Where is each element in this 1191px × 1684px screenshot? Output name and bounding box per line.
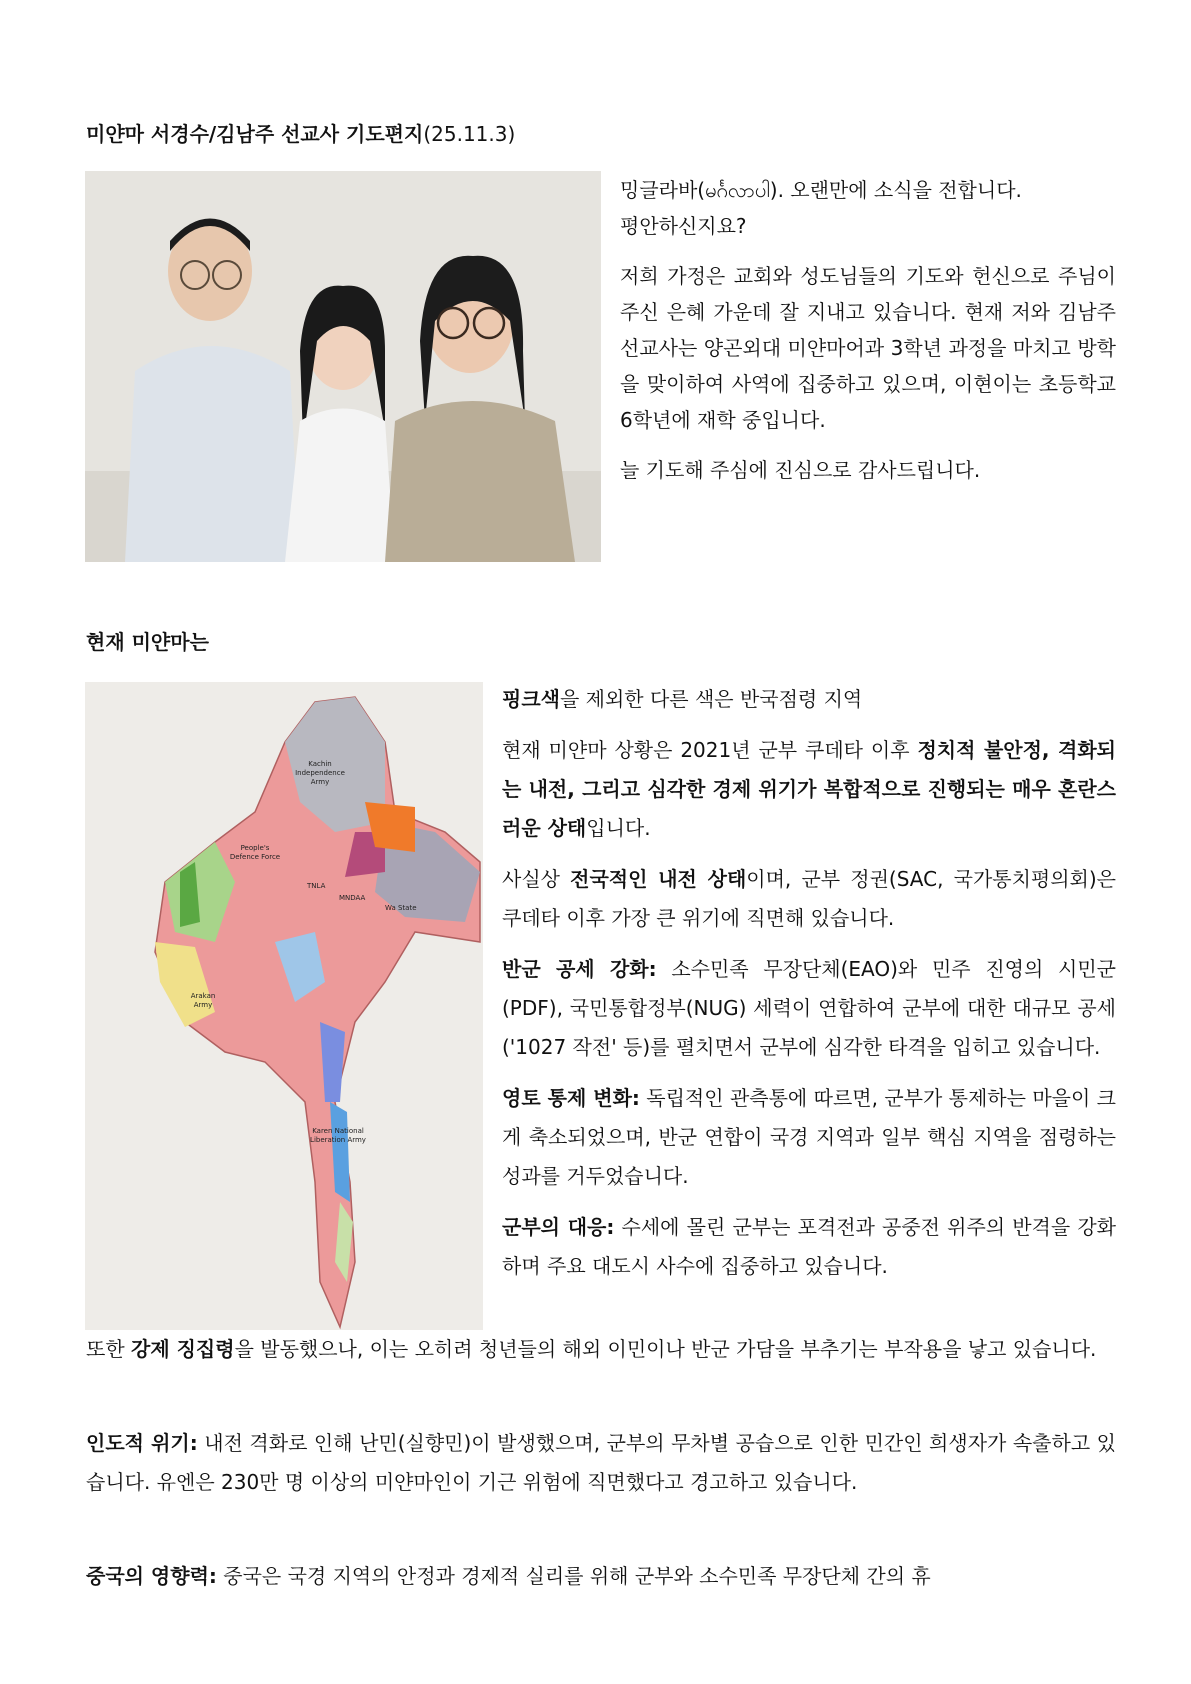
family-photo xyxy=(85,171,601,562)
situation-summary xyxy=(502,731,1116,848)
military-response xyxy=(502,1208,1116,1286)
greeting xyxy=(620,172,1116,244)
conscription-paragraph xyxy=(86,1330,1116,1369)
conscription-b: 을 발동했으나, 이는 오히려 청년들의 해외 이민이나 반군 가담을 부추기는 부작용을 낳고 있습니다. xyxy=(234,1337,1097,1361)
map-label-wa: Wa State xyxy=(385,904,417,912)
map-label-tnla: TNLA xyxy=(307,882,326,890)
myanmar-map xyxy=(85,682,483,1330)
situation-b: 입니다. xyxy=(586,816,651,840)
humanitarian-bold: 인도적 위기: xyxy=(86,1431,198,1455)
territory-change xyxy=(502,1079,1116,1196)
map-label-kachin: Kachin Independence Army xyxy=(295,760,345,786)
territory-change-text: 독립적인 관측통에 따르면, 군부가 통제하는 마을이 크게 축소되었으며, 반군 연합이 국경 지역과 일부 핵심 지역을 점령하는 성과를 거두었습니다. xyxy=(502,1086,1116,1188)
letter-date: (25.11.3) xyxy=(423,122,516,146)
situation-text xyxy=(502,680,1116,1286)
family-news: 저희 가정은 교회와 성도님들의 기도와 헌신으로 주님이 주신 은혜 가운데 잘 지내고 있습니다. 현재 저와 김남주 선교사는 양곤외대 미얀마어과 3학년 과정을 마치고 방학을 맞이하여 사역에 집중하고 있으며, 이현이는 초등학교 6학년에 재학 중입니다. xyxy=(620,264,1116,432)
humanitarian-text: 내전 격화로 인해 난민(실향민)이 발생했으며, 군부의 무차별 공습으로 인한 민간인 희생자가 속출하고 있습니다. 유엔은 230만 명 이상의 미얀마인이 기근 위험에 직면했다고 경고하고 있습니다. xyxy=(86,1431,1116,1494)
military-response-text: 수세에 몰린 군부는 포격전과 공중전 위주의 반격을 강화하며 주요 대도시 사수에 집중하고 있습니다. xyxy=(502,1215,1116,1278)
pink-label: 핑크색 xyxy=(502,687,560,711)
letter-title xyxy=(86,120,515,148)
letter-title-text: 미얀마 서경수/김남주 선교사 기도편지 xyxy=(86,122,424,146)
territory-change-bold: 영토 통제 변화: xyxy=(502,1086,640,1110)
situation-bold: 정치적 불안정, 격화되는 내전, 그리고 심각한 경제 위기가 복합적으로 진행되는 매우 혼란스러운 상태 xyxy=(502,738,1116,840)
greeting-line2: 평안하신지요? xyxy=(620,214,747,238)
china-text: 중국은 국경 지역의 안정과 경제적 실리를 위해 군부와 소수민족 무장단체 간의 휴 xyxy=(216,1564,931,1588)
conscription-a: 또한 xyxy=(86,1337,131,1361)
civil-war xyxy=(502,860,1116,938)
military-response-bold: 군부의 대응: xyxy=(502,1215,615,1239)
china-paragraph xyxy=(86,1557,1116,1596)
rebel-offensive xyxy=(502,950,1116,1067)
section-heading: 현재 미얀마는 xyxy=(86,630,209,654)
intro-text xyxy=(620,172,1116,502)
civil-war-a: 사실상 xyxy=(502,867,571,891)
map-legend-note xyxy=(502,680,1116,719)
greeting-line1: 밍글라바(မင်္ဂလာပါ). 오랜만에 소식을 전합니다. xyxy=(620,178,1022,202)
rebel-offensive-text: 소수민족 무장단체(EAO)와 민주 진영의 시민군(PDF), 국민통합정부(NUG) 세력이 연합하여 군부에 대한 대규모 공세('1027 작전' 등)를 펼치면서 군부에 심각한 타격을 입히고 있습니다. xyxy=(502,957,1116,1059)
map-label-pdf: People's Defence Force xyxy=(229,844,281,861)
humanitarian-paragraph xyxy=(86,1424,1116,1502)
thanks: 늘 기도해 주심에 진심으로 감사드립니다. xyxy=(620,458,981,482)
civil-war-b: 이며, 군부 정권(SAC, 국가통치평의회)은 쿠데타 이후 가장 큰 위기에 직면해 있습니다. xyxy=(502,867,1116,930)
conscription-bold: 강제 징집령 xyxy=(131,1337,235,1361)
map-legend-rest: 을 제외한 다른 색은 반국점령 지역 xyxy=(559,687,863,711)
map-label-mndaa: MNDAA xyxy=(339,894,366,902)
map-label-karen: Karen National Liberation Army xyxy=(310,1127,366,1144)
situation-a: 현재 미얀마 상황은 2021년 군부 쿠데타 이후 xyxy=(502,738,918,762)
map-label-arakan: Arakan Army xyxy=(190,992,216,1009)
china-bold: 중국의 영향력: xyxy=(86,1564,217,1588)
rebel-offensive-bold: 반군 공세 강화: xyxy=(502,957,657,981)
civil-war-bold: 전국적인 내전 상태 xyxy=(570,867,747,891)
